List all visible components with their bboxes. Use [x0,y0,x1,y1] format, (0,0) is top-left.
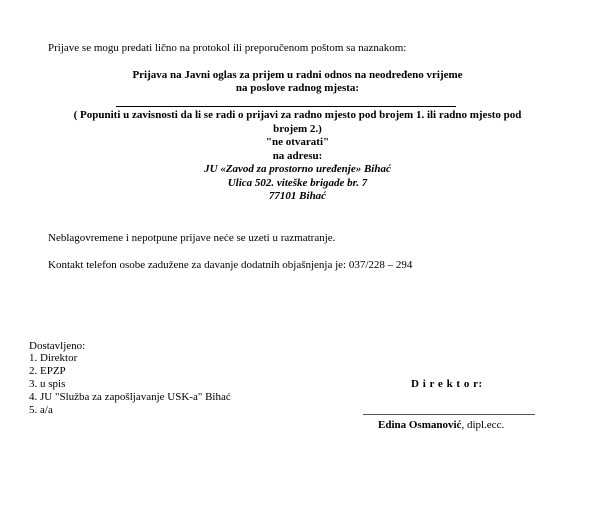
distribution-item: 1. Direktor [29,352,78,364]
note-line-2: brojem 2.) [273,123,322,135]
blank-position-line [116,106,456,107]
heading-line-2: na poslove radnog mjesta: [235,82,360,94]
signature-title: D i r e k t o r: [411,378,483,390]
address-street: Ulica 502. viteške brigade br. 7 [227,177,368,189]
distribution-item: 4. JU "Služba za zapošljavanje USK-a" Bihać [29,391,231,403]
signatory-title-suffix: , dipl.ecc. [461,419,505,431]
heading-line-1: Prijava na Javni oglas za prijem u radni odnos na neodređeno vrijeme [132,69,463,81]
signatory-name: Edina Osmanović [378,419,462,431]
distribution-item: 5. a/a [29,404,53,416]
address-city: 77101 Bihać [268,190,327,202]
contact-text: Kontakt telefon osobe zadužene za davanje dodatnih objašnjenja je: 037/228 – 294 [48,259,413,271]
intro-text: Prijave se mogu predati lično na protokol ili preporučenom poštom sa naznakom: [48,42,407,54]
signature-name-line [378,419,504,431]
signature-line [363,414,535,415]
distribution-title: Dostavljeno: [29,340,86,352]
note-line-1: ( Popuniti u zavisnosti da li se radi o prijavi za radno mjesto pod brojem 1. ili radno mjesto pod [73,109,522,121]
do-not-open-label: "ne otvarati" [265,136,330,148]
address-label: na adresu: [272,150,323,162]
distribution-item: 3. u spis [29,378,66,390]
distribution-item: 2. EPZP [29,365,66,377]
notice-text: Neblagovremene i nepotpune prijave neće se uzeti u razmatranje. [48,232,336,244]
address-name: JU «Zavod za prostorno uređenje» Bihać [204,163,391,175]
